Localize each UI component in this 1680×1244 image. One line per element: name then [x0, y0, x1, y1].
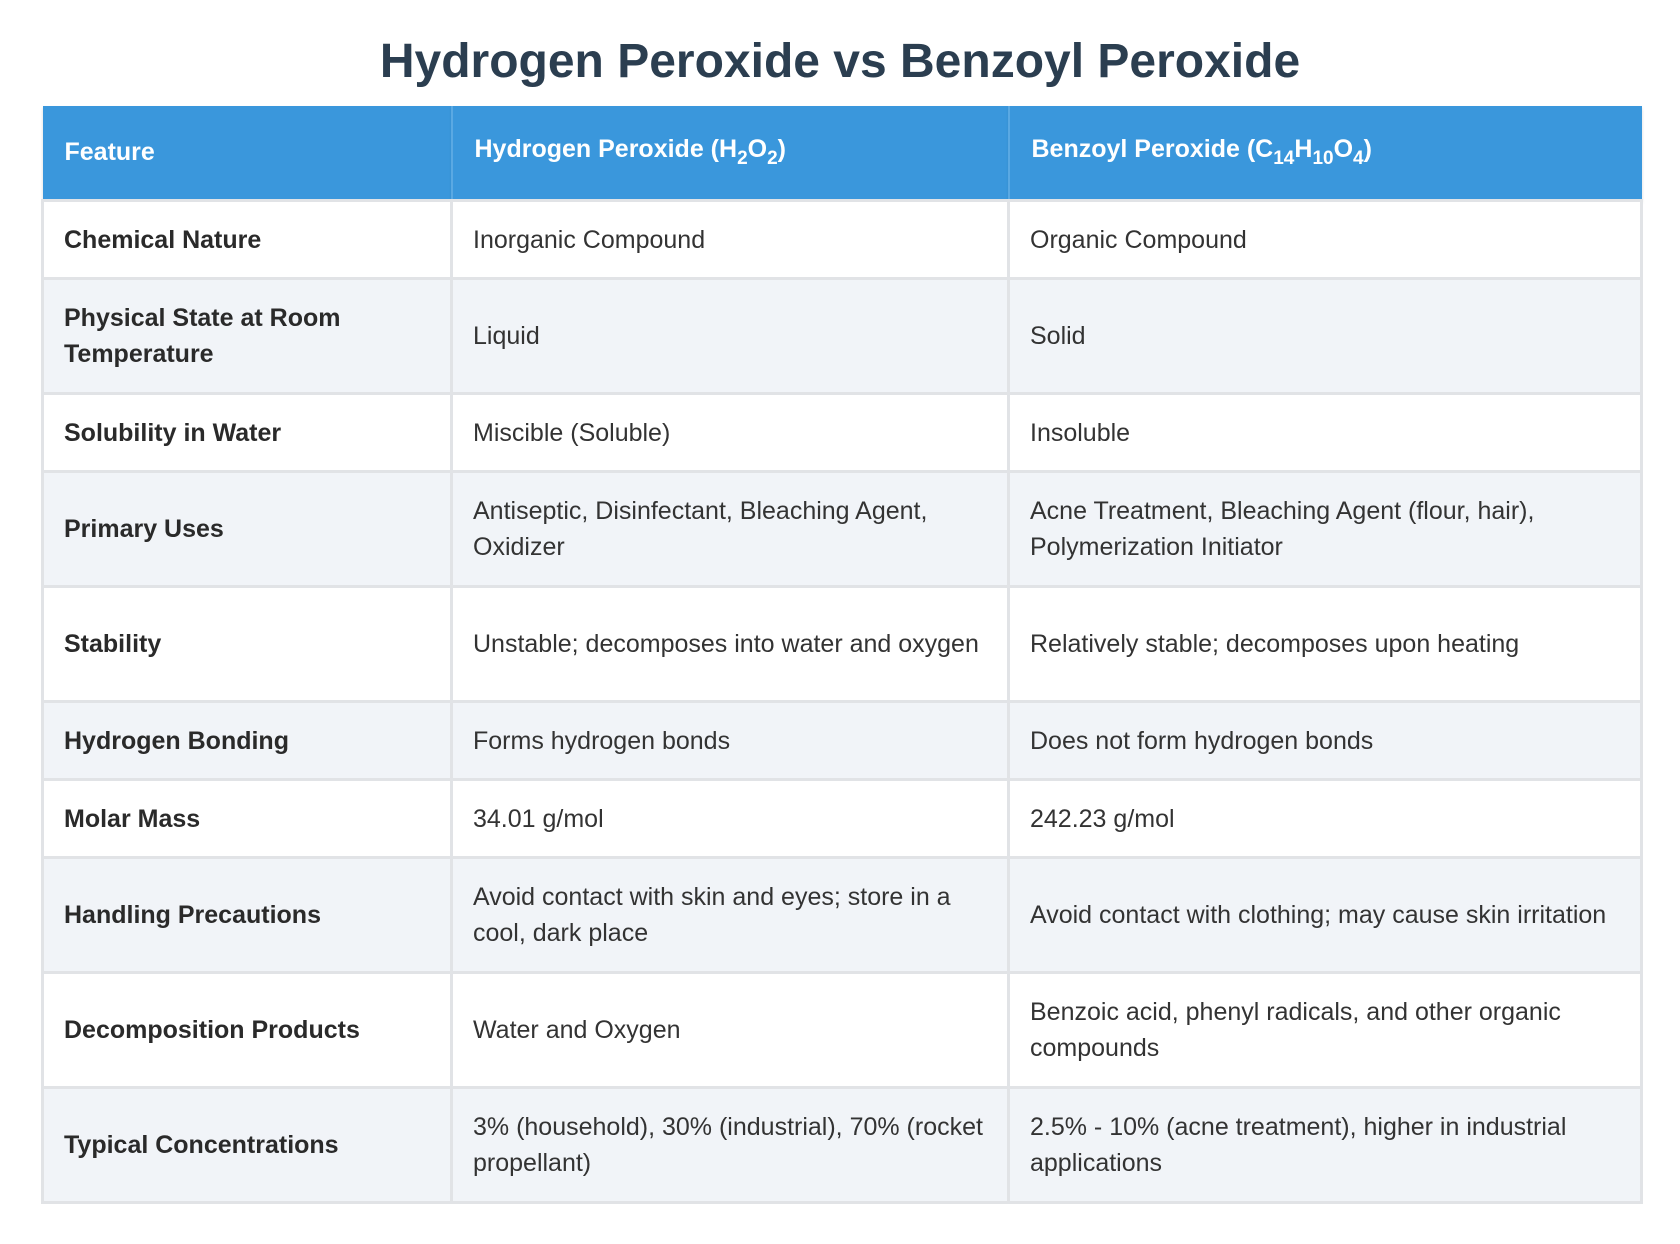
feature-cell: Chemical Nature — [43, 201, 452, 279]
header-bpo-subscript-3: 4 — [1353, 148, 1364, 169]
hydrogen-peroxide-cell: Miscible (Soluble) — [452, 394, 1009, 472]
header-h2o2-close: ) — [777, 135, 786, 163]
hydrogen-peroxide-cell: Antiseptic, Disinfectant, Bleaching Agent, Oxidizer — [452, 472, 1009, 587]
benzoyl-peroxide-cell: Organic Compound — [1009, 201, 1642, 279]
hydrogen-peroxide-cell: 34.01 g/mol — [452, 780, 1009, 858]
benzoyl-peroxide-cell: 242.23 g/mol — [1009, 780, 1642, 858]
page-title: Hydrogen Peroxide vs Benzoyl Peroxide — [379, 35, 1301, 88]
hydrogen-peroxide-cell: Unstable; decomposes into water and oxygen — [452, 587, 1009, 702]
header-feature — [43, 106, 452, 201]
header-bpo-subscript-2: 10 — [1312, 148, 1334, 169]
header-row — [43, 106, 1642, 201]
header-h2o2-name: Hydrogen Peroxide (H — [474, 135, 738, 163]
feature-cell: Decomposition Products — [43, 973, 452, 1088]
hydrogen-peroxide-cell: Avoid contact with skin and eyes; store in a cool, dark place — [452, 858, 1009, 973]
benzoyl-peroxide-cell: Acne Treatment, Bleaching Agent (flour, hair), Polymerization Initiator — [1009, 472, 1642, 587]
hydrogen-peroxide-cell: Water and Oxygen — [452, 973, 1009, 1088]
table-row — [43, 587, 1642, 702]
table-row — [43, 279, 1642, 394]
comparison-table-container — [41, 106, 1640, 1204]
benzoyl-peroxide-cell: Does not form hydrogen bonds — [1009, 702, 1642, 780]
table-row — [43, 702, 1642, 780]
hydrogen-peroxide-cell: Forms hydrogen bonds — [452, 702, 1009, 780]
feature-cell: Molar Mass — [43, 780, 452, 858]
header-h2o2-subscript-1: 2 — [737, 148, 748, 169]
feature-cell: Hydrogen Bonding — [43, 702, 452, 780]
feature-cell: Stability — [43, 587, 452, 702]
benzoyl-peroxide-cell: Avoid contact with clothing; may cause skin irritation — [1009, 858, 1642, 973]
feature-cell: Solubility in Water — [43, 394, 452, 472]
table-row — [43, 780, 1642, 858]
header-bpo-subscript-1: 14 — [1273, 148, 1295, 169]
feature-cell: Primary Uses — [43, 472, 452, 587]
benzoyl-peroxide-cell: Solid — [1009, 279, 1642, 394]
hydrogen-peroxide-cell: 3% (household), 30% (industrial), 70% (rocket propellant) — [452, 1088, 1009, 1203]
benzoyl-peroxide-cell: Benzoic acid, phenyl radicals, and other organic compounds — [1009, 973, 1642, 1088]
feature-cell: Handling Precautions — [43, 858, 452, 973]
header-bpo-hydrogen: H — [1294, 135, 1313, 163]
table-body — [43, 201, 1642, 1203]
header-feature-label: Feature — [64, 138, 155, 166]
table-row — [43, 973, 1642, 1088]
table-row — [43, 472, 1642, 587]
benzoyl-peroxide-cell: Insoluble — [1009, 394, 1642, 472]
feature-cell: Typical Concentrations — [43, 1088, 452, 1203]
header-hydrogen-peroxide — [452, 106, 1009, 201]
comparison-table — [41, 106, 1643, 1204]
header-bpo-close: ) — [1363, 135, 1372, 163]
benzoyl-peroxide-cell: Relatively stable; decomposes upon heating — [1009, 587, 1642, 702]
header-bpo-name: Benzoyl Peroxide (C — [1031, 135, 1274, 163]
table-row — [43, 858, 1642, 973]
table-row — [43, 394, 1642, 472]
header-bpo-oxygen: O — [1333, 135, 1354, 163]
hydrogen-peroxide-cell: Inorganic Compound — [452, 201, 1009, 279]
feature-cell: Physical State at Room Temperature — [43, 279, 452, 394]
benzoyl-peroxide-cell: 2.5% - 10% (acne treatment), higher in industrial applications — [1009, 1088, 1642, 1203]
table-row — [43, 1088, 1642, 1203]
header-benzoyl-peroxide — [1009, 106, 1642, 201]
header-h2o2-oxygen: O — [747, 135, 768, 163]
table-header — [43, 106, 1642, 201]
header-h2o2-subscript-2: 2 — [767, 148, 778, 169]
table-row — [43, 201, 1642, 279]
hydrogen-peroxide-cell: Liquid — [452, 279, 1009, 394]
